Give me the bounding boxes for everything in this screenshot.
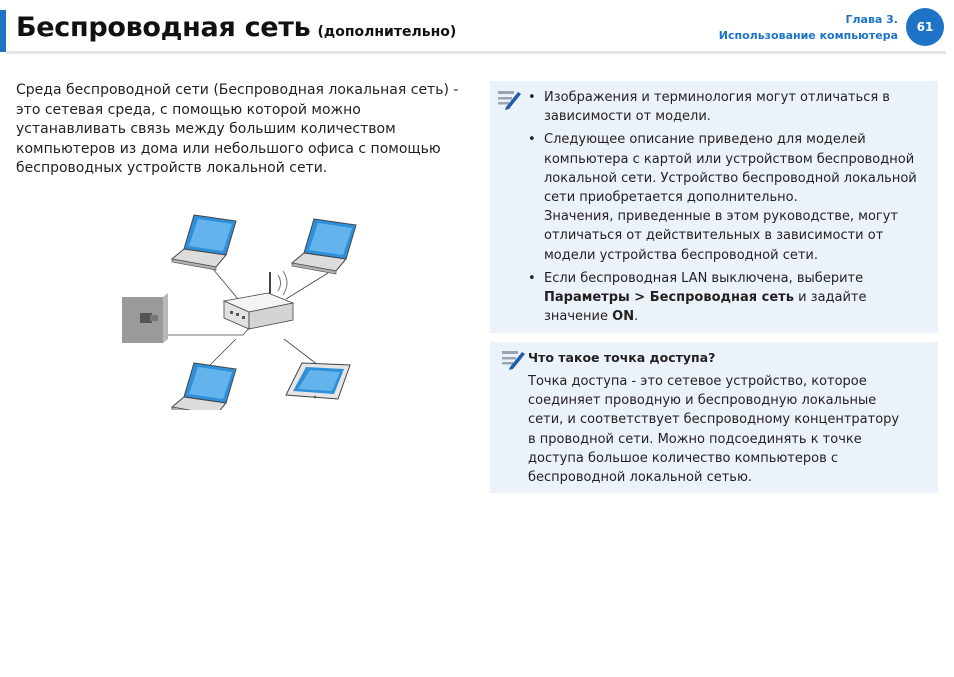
chapter-name: Использование компьютера (718, 29, 898, 42)
note-item-extra-text: Значения, приведенные в этом руководстве, могут отличаться от действительных в зависимости от модели устройства беспроводной сети. (544, 209, 899, 263)
note-bullet-list (520, 88, 932, 330)
header-accent-bar (0, 10, 6, 52)
note-heading: Что такое точка доступа? (528, 350, 716, 365)
list-item (520, 269, 932, 327)
bullet-glyph: • (528, 270, 536, 286)
note-item-text: Следующее описание приведено для моделей компьютера с картой или устройством беспроводной локальной сети. Устройство беспроводной локальной сети приобретается дополнительно. (544, 132, 917, 206)
note-box-access-point (490, 342, 938, 493)
list-item (520, 130, 932, 264)
laptop-icon (292, 219, 356, 274)
intro-paragraph: Среда беспроводной сети (Беспроводная локальная сеть) - это сетевая среда, с помощью которой можно устанавливать связь между большим количеством компьютеров из дома или небольшого офиса с помощью беспроводных устройств локальной сети. (16, 82, 459, 177)
page-title-main: Беспроводная сеть (16, 12, 311, 43)
router-icon (224, 272, 293, 329)
note-item-text: Изображения и терминология могут отличаться в зависимости от модели. (544, 90, 890, 125)
chapter-number: Глава 3. (845, 13, 898, 26)
bullet-glyph: • (528, 132, 536, 148)
page-title-subtitle: (дополнительно) (317, 24, 457, 40)
chapter-info (719, 12, 898, 44)
laptop-icon (172, 215, 236, 270)
header-divider (6, 51, 946, 54)
wireless-network-diagram (118, 205, 368, 410)
list-item (520, 88, 932, 126)
note-box-info (490, 81, 938, 333)
settings-path-text: Параметры > Беспроводная сеть (544, 290, 794, 306)
note-item-text: Если беспроводная LAN выключена, выберите (544, 270, 864, 286)
wall-socket-icon (122, 293, 168, 343)
page-title (16, 12, 456, 43)
tablet-icon (286, 363, 350, 399)
bullet-glyph: • (528, 90, 536, 105)
on-value-text: ON (612, 309, 635, 325)
note-pencil-icon (500, 348, 526, 370)
note-item-text: и задайте значение (544, 290, 867, 325)
laptop-icon (172, 363, 236, 410)
note-paragraph: Точка доступа - это сетевое устройство, которое соединяет проводную и беспроводную локальные сети, и соответствует беспроводному концентратору в проводной сети. Можно подсоединять к точке доступа большое количество компьютеров с беспроводной локальной сетью. (528, 374, 900, 486)
note-pencil-icon (496, 88, 522, 110)
note-item-text: . (634, 309, 639, 325)
wifi-signal-icon (278, 271, 287, 295)
page-number-badge: 61 (906, 8, 944, 46)
